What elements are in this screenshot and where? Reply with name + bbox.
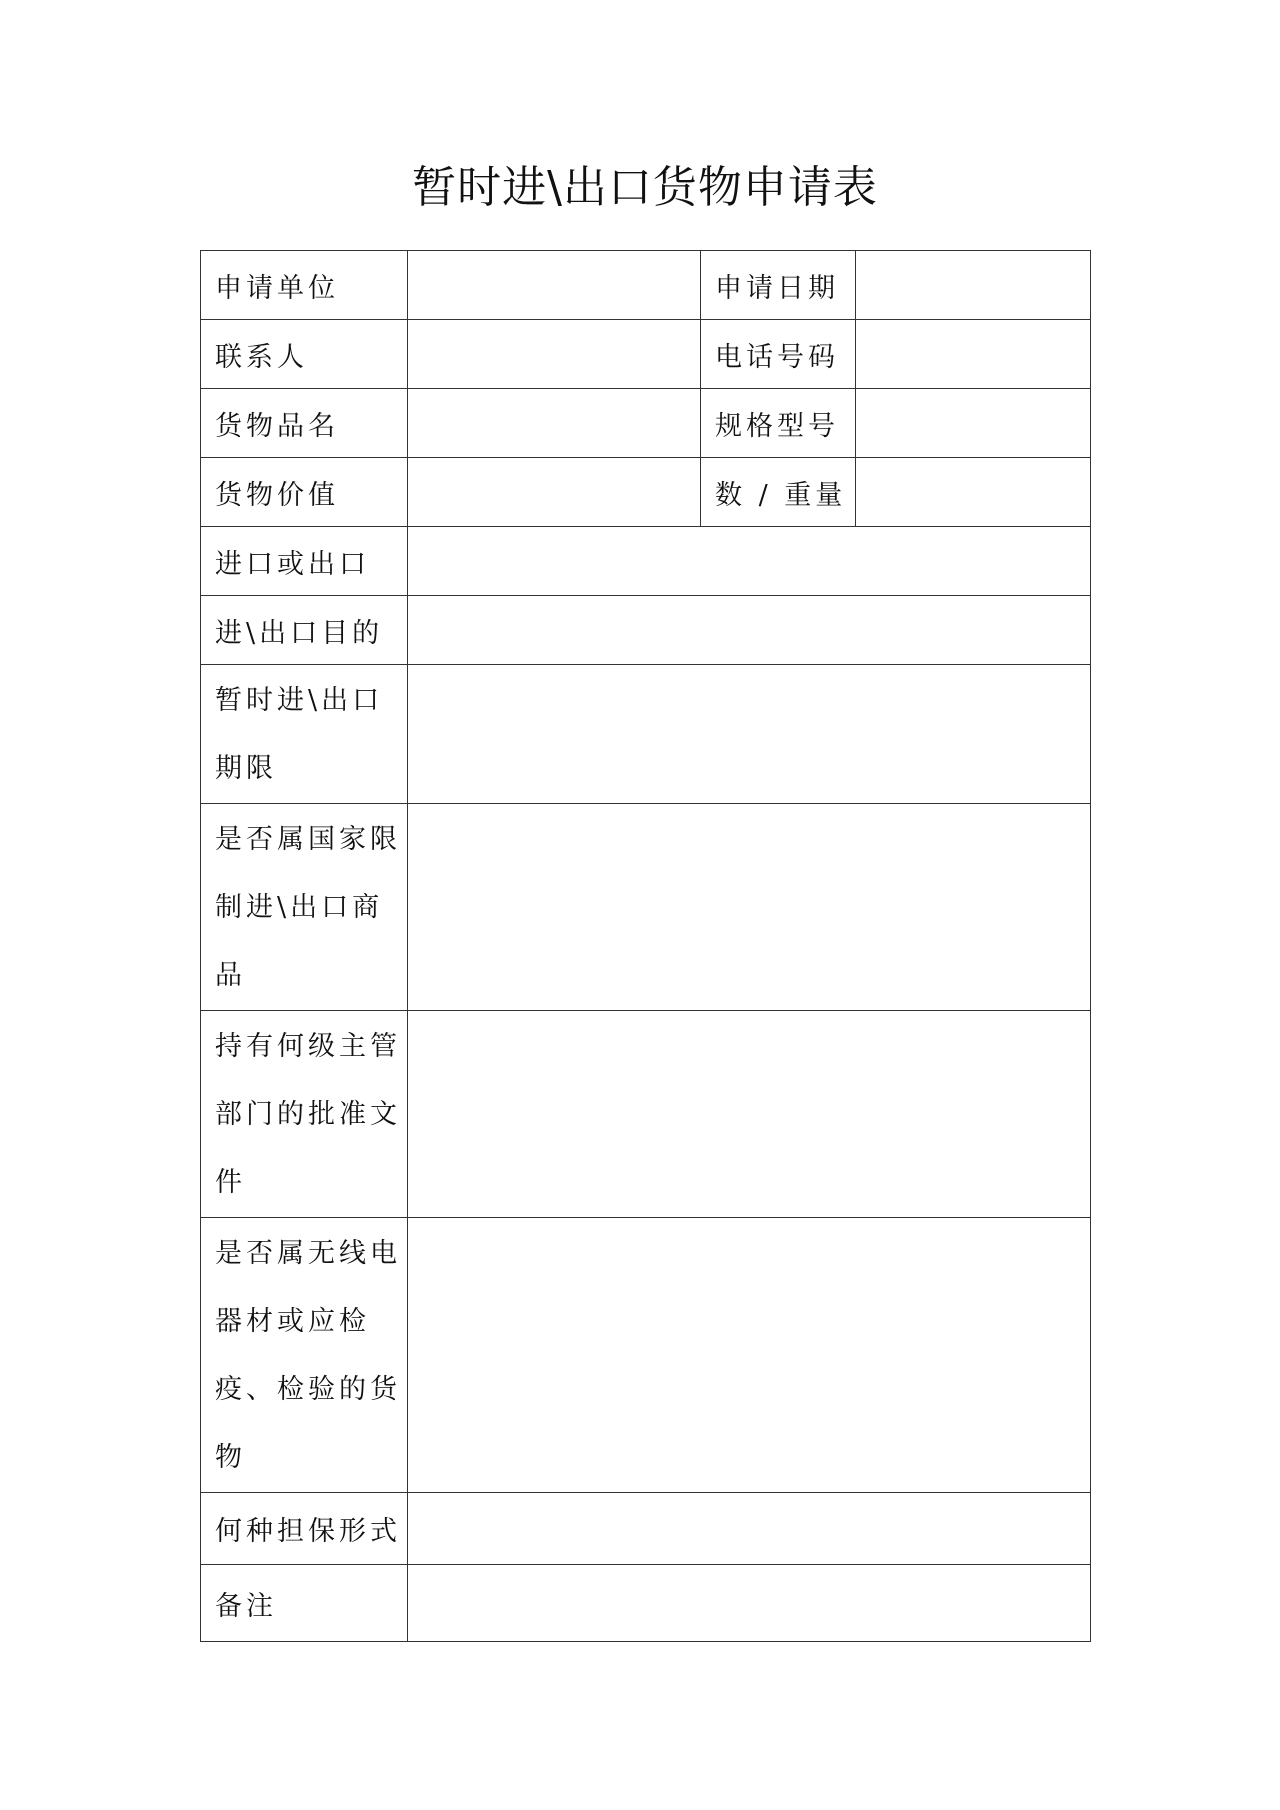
row-import-export [201,527,1091,596]
row-remarks [201,1565,1091,1642]
goods-value-label: 货物价值 [201,458,408,527]
row-goods-name [201,389,1091,458]
radio-quarantine-label-cell [201,1218,408,1493]
purpose-field[interactable] [408,596,1091,665]
goods-name-field[interactable] [408,389,701,458]
row-approval [201,1011,1091,1218]
quantity-weight-label: 数 / 重量 [701,458,856,527]
purpose-label: 进\出口目的 [201,596,408,665]
row-radio-quarantine [201,1218,1091,1493]
period-field[interactable] [408,665,1091,804]
row-restricted [201,804,1091,1011]
contact-person-field[interactable] [408,320,701,389]
applicant-unit-label: 申请单位 [201,251,408,320]
phone-label: 电话号码 [701,320,856,389]
restricted-label-cell [201,804,408,1011]
restricted-label: 是否属国家限制进\出口商品 [215,824,401,991]
quantity-weight-field[interactable] [856,458,1091,527]
import-export-label: 进口或出口 [201,527,408,596]
approval-label-cell [201,1011,408,1218]
guarantee-label: 何种担保形式 [201,1493,408,1565]
form-title: 暂时进\出口货物申请表 [412,162,878,213]
row-purpose [201,596,1091,665]
goods-name-label: 货物品名 [201,389,408,458]
application-date-field[interactable] [856,251,1091,320]
goods-value-field[interactable] [408,458,701,527]
radio-quarantine-field[interactable] [408,1218,1091,1493]
application-date-label: 申请日期 [701,251,856,320]
period-label-cell [201,665,408,804]
radio-quarantine-label: 是否属无线电器材或应检疫、检验的货物 [215,1238,401,1473]
row-goods-value [201,458,1091,527]
approval-field[interactable] [408,1011,1091,1218]
applicant-unit-field[interactable] [408,251,701,320]
row-contact [201,320,1091,389]
application-form-table [200,250,1091,1642]
period-label: 暂时进\出口期限 [215,685,384,784]
phone-field[interactable] [856,320,1091,389]
row-guarantee [201,1493,1091,1565]
spec-model-field[interactable] [856,389,1091,458]
row-period [201,665,1091,804]
restricted-field[interactable] [408,804,1091,1011]
guarantee-field[interactable] [408,1493,1091,1565]
spec-model-label: 规格型号 [701,389,856,458]
remarks-field[interactable] [408,1565,1091,1642]
contact-person-label: 联系人 [201,320,408,389]
import-export-field[interactable] [408,527,1091,596]
approval-label: 持有何级主管部门的批准文件 [215,1031,401,1198]
remarks-label: 备注 [201,1565,408,1642]
row-applicant [201,251,1091,320]
